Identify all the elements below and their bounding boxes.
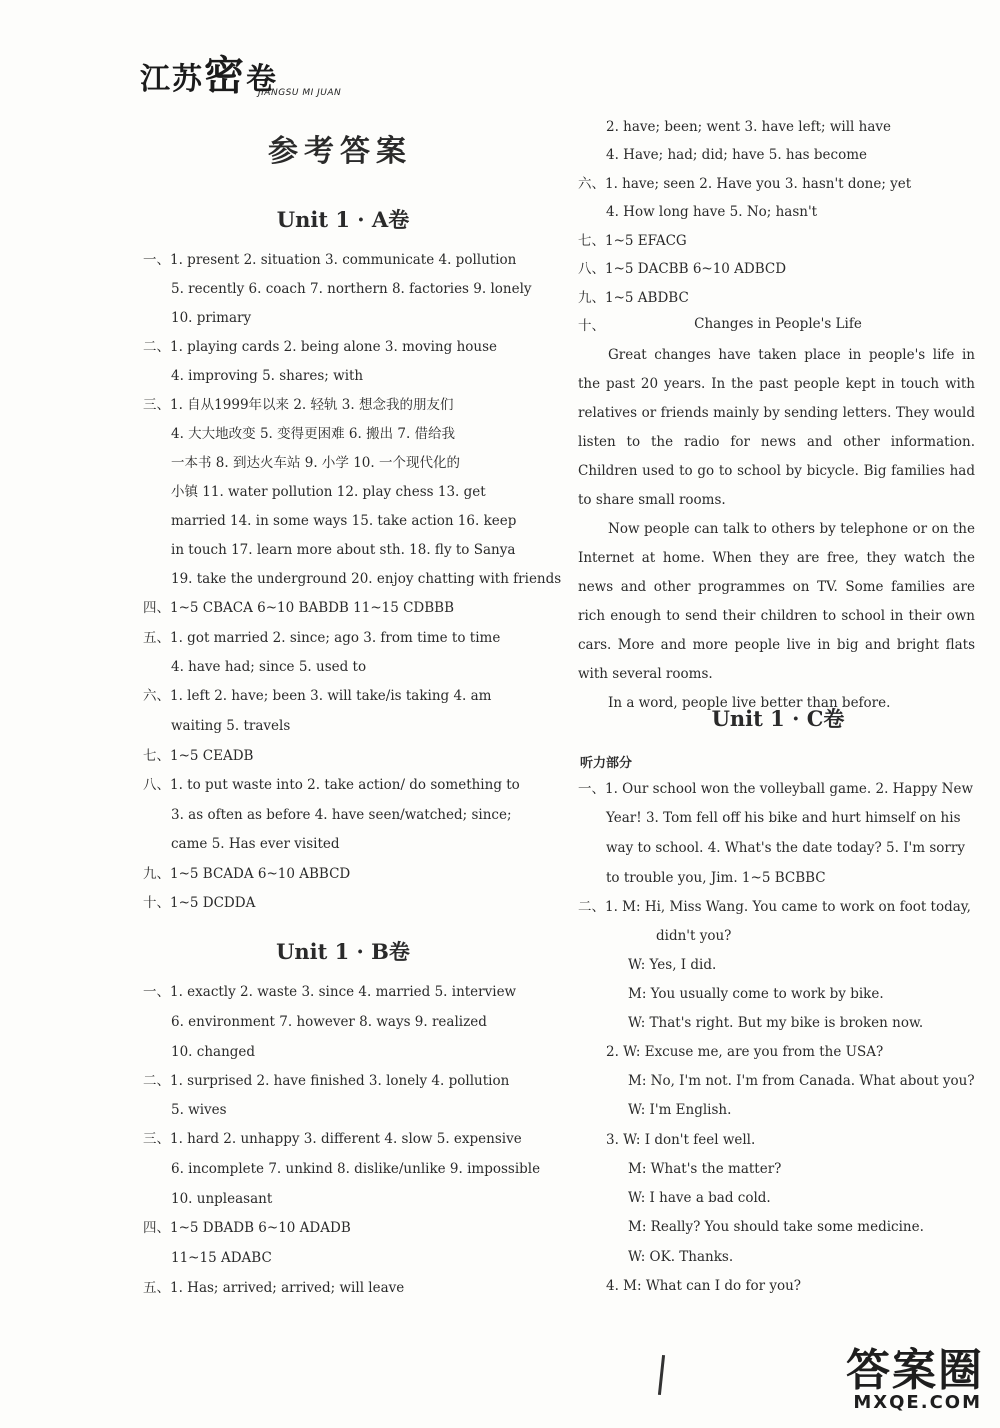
unit-c-answer-line: M: Really? You should take some medicine. — [628, 1219, 924, 1235]
unit-c-heading: Unit 1 · C卷 — [711, 706, 845, 731]
left-unit-heading: Unit 1 · B卷 — [276, 939, 410, 964]
right-answer-line: 4. How long have 5. No; hasn't — [606, 204, 818, 220]
left-answer-line: 六、1. left 2. have; been 3. will take/is taking 4. am — [143, 688, 492, 704]
listening-section-label: 听力部分 — [580, 756, 633, 771]
left-answer-line: 一、1. present 2. situation 3. communicate 4. pollution — [143, 252, 517, 268]
right-answer-line: 九、1~5 ABDBC — [578, 290, 689, 306]
right-answer-line: 4. Have; had; did; have 5. has become — [606, 147, 868, 163]
right-answer-line: 七、1~5 EFACG — [578, 233, 687, 249]
left-answer-line: 11~15 ADABC — [171, 1250, 272, 1266]
left-answer-line: 4. 大大地改变 5. 变得更困难 6. 搬出 7. 借给我 — [171, 426, 456, 442]
essay-paragraph-2: Now people can talk to others by telephone or on the Internet at home. When they are free, they watch the news and other programmes on TV. Some families are rich enough to send their children to school in their own cars. More and more people live in big and bright flats with several rooms. — [578, 521, 975, 682]
left-answer-line: waiting 5. travels — [171, 718, 291, 734]
unit-c-answer-line: W: I have a bad cold. — [628, 1190, 771, 1206]
left-answer-line: 10. primary — [171, 310, 252, 326]
left-answer-line: married 14. in some ways 15. take action 16. keep — [171, 513, 517, 529]
left-answer-line: 4. have had; since 5. used to — [171, 659, 367, 675]
left-answer-line: 四、1~5 DBADB 6~10 ADADB — [143, 1220, 351, 1236]
right-answer-line: 2. have; been; went 3. have left; will have — [606, 119, 892, 135]
unit-c-answer-line: 4. M: What can I do for you? — [606, 1278, 802, 1294]
left-answer-line: 七、1~5 CEADB — [143, 748, 254, 764]
left-answer-line: 3. as often as before 4. have seen/watched; since; — [171, 807, 512, 823]
left-answer-line: 6. incomplete 7. unkind 8. dislike/unlike 9. impossible — [171, 1161, 541, 1177]
unit-c-answer-line: 一、1. Our school won the volleyball game. 2. Happy New — [578, 781, 974, 797]
unit-c-answer-line: W: That's right. But my bike is broken now. — [628, 1015, 924, 1031]
watermark-logo — [822, 1312, 992, 1422]
watermark-url: MXQE.COM — [853, 1392, 982, 1413]
left-answer-line: 一本书 8. 到达火车站 9. 小学 10. 一个现代化的 — [171, 455, 460, 471]
left-answer-line: 19. take the underground 20. enjoy chatting with friends — [171, 571, 562, 587]
unit-c-answer-line: W: I'm English. — [628, 1102, 732, 1118]
brand-logo — [140, 44, 370, 104]
left-answer-line: 五、1. Has; arrived; arrived; will leave — [143, 1280, 405, 1296]
left-answer-line: 二、1. surprised 2. have finished 3. lonely 4. pollution — [143, 1073, 510, 1089]
left-answer-line: came 5. Has ever visited — [171, 836, 340, 852]
brand-cn: 江苏 — [140, 62, 204, 97]
brand-big: 密 — [204, 53, 246, 99]
left-answer-line: 三、1. hard 2. unhappy 3. different 4. slow 5. expensive — [143, 1131, 522, 1147]
unit-c-answer-line: way to school. 4. What's the date today? 5. I'm sorry — [606, 840, 965, 856]
right-answer-line: 十、 — [578, 318, 605, 334]
left-answer-line: 九、1~5 BCADA 6~10 ABBCD — [143, 866, 351, 882]
unit-c-answer-line: to trouble you, Jim. 1~5 BCBBC — [606, 870, 826, 886]
unit-c-answer-line: W: Yes, I did. — [628, 957, 717, 973]
left-answer-line: 十、1~5 DCDDA — [143, 895, 256, 911]
unit-c-answer-line: M: What's the matter? — [628, 1161, 782, 1177]
right-answer-line: 六、1. have; seen 2. Have you 3. hasn't done; yet — [578, 176, 912, 192]
page-title: 参考答案 — [268, 134, 412, 169]
left-answer-line: 4. improving 5. shares; with — [171, 368, 364, 384]
left-answer-line: 10. unpleasant — [171, 1191, 273, 1207]
essay-body — [578, 341, 975, 718]
unit-c-answer-line: 二、1. M: Hi, Miss Wang. You came to work on foot today, — [578, 899, 971, 915]
left-answer-line: 小镇 11. water pollution 12. play chess 13. get — [171, 484, 486, 500]
essay-paragraph-1: Great changes have taken place in people's life in the past 20 years. In the past people kept in touch with relatives or friends mainly by sending letters. They would listen to the radio for news and other information. Children used to go to school by bicycle. Big families had to share small rooms. — [578, 347, 975, 508]
left-unit-heading: Unit 1 · A卷 — [276, 207, 410, 232]
left-answer-line: 5. recently 6. coach 7. northern 8. factories 9. lonely — [171, 281, 532, 297]
unit-c-answer-line: M: You usually come to work by bike. — [628, 986, 884, 1002]
left-answer-line: 五、1. got married 2. since; ago 3. from time to time — [143, 630, 501, 646]
unit-c-answer-line: W: OK. Thanks. — [628, 1249, 734, 1265]
brand-cn2: 卷 — [246, 62, 278, 97]
unit-c-answer-line: M: No, I'm not. I'm from Canada. What about you? — [628, 1073, 975, 1089]
left-answer-line: 5. wives — [171, 1102, 227, 1118]
right-answer-line: 八、1~5 DACBB 6~10 ADBCD — [578, 261, 787, 277]
left-answer-line: 二、1. playing cards 2. being alone 3. moving house — [143, 339, 497, 355]
left-answer-line: 四、1~5 CBACA 6~10 BABDB 11~15 CDBBB — [143, 600, 455, 616]
essay-paragraph-3: In a word, people live better than before. — [608, 695, 891, 711]
left-answer-line: 一、1. exactly 2. waste 3. since 4. married 5. interview — [143, 984, 517, 1000]
pen-mark — [658, 1355, 665, 1395]
left-answer-line: in touch 17. learn more about sth. 18. fly to Sanya — [171, 542, 516, 558]
watermark-text: 答案圈 — [846, 1345, 984, 1396]
left-answer-line: 三、1. 自从1999年以来 2. 轻轨 3. 想念我的朋友们 — [143, 397, 454, 413]
left-answer-line: 10. changed — [171, 1044, 256, 1060]
left-answer-line: 八、1. to put waste into 2. take action/ do something to — [143, 777, 520, 793]
unit-c-answer-line: didn't you? — [656, 928, 732, 944]
unit-c-answer-line: Year! 3. Tom fell off his bike and hurt himself on his — [606, 810, 961, 826]
brand-pinyin: JIANGSU MI JUAN — [258, 88, 342, 98]
unit-c-answer-line: 2. W: Excuse me, are you from the USA? — [606, 1044, 884, 1060]
left-answer-line: 6. environment 7. however 8. ways 9. realized — [171, 1014, 487, 1030]
unit-c-answer-line: 3. W: I don't feel well. — [606, 1132, 756, 1148]
essay-title: Changes in People's Life — [694, 316, 862, 332]
